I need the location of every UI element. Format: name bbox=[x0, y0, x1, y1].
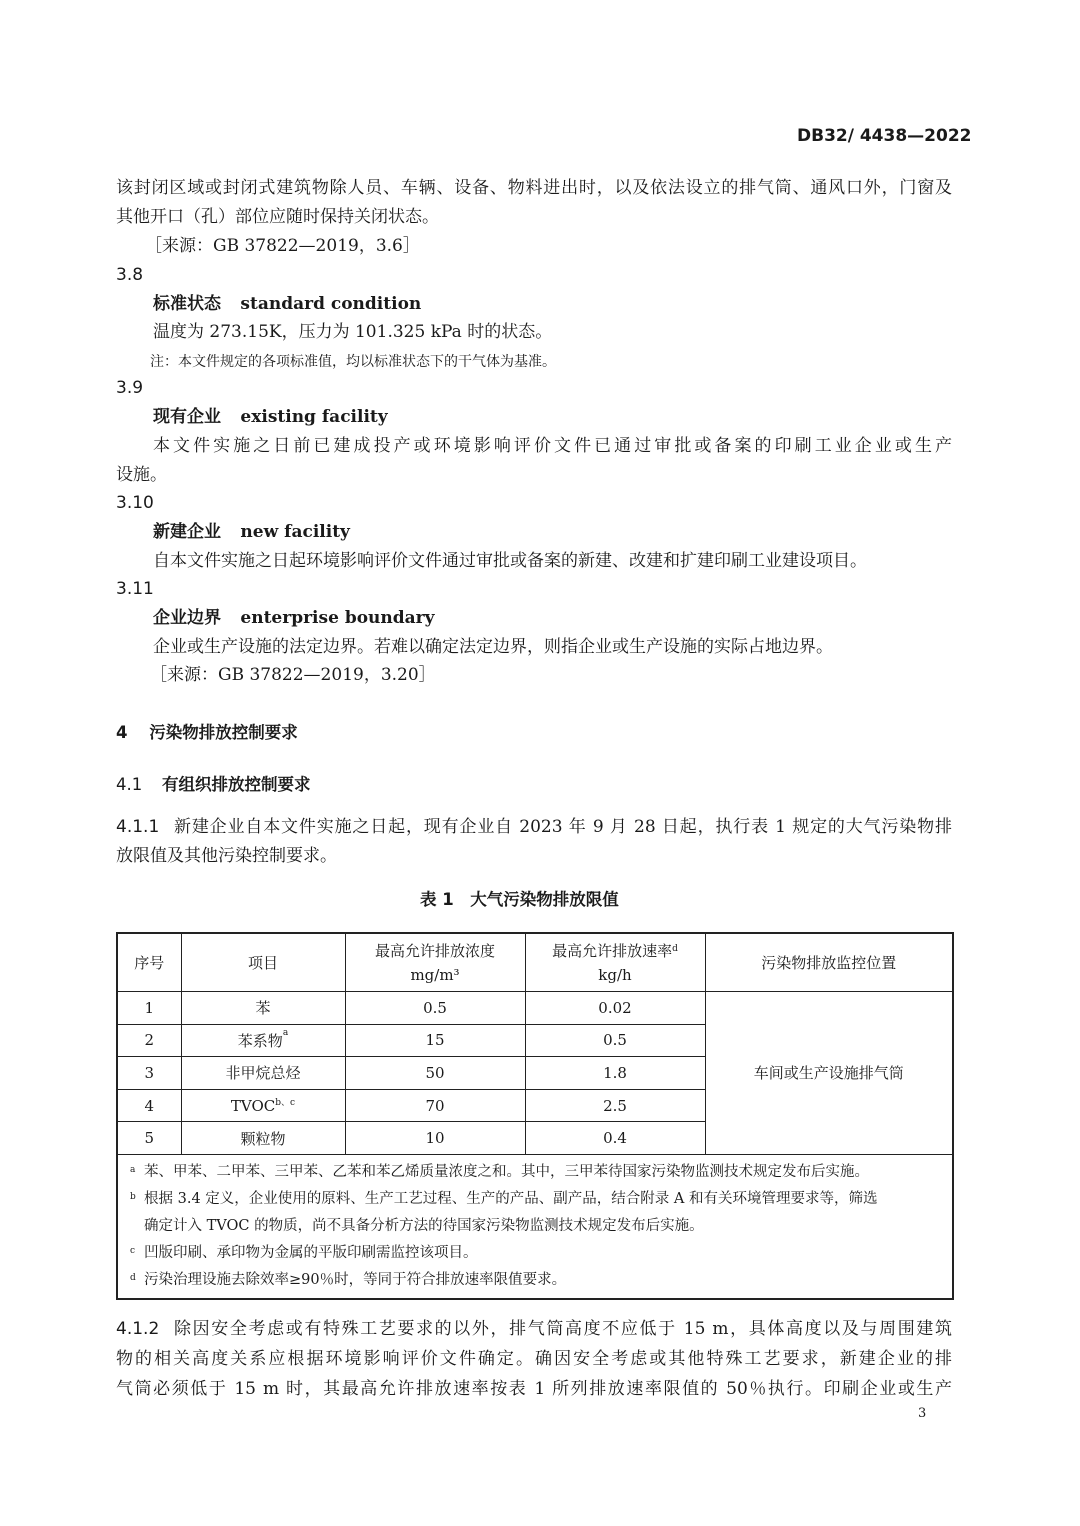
table-caption: 表 1 大气污染物排放限值 bbox=[420, 890, 619, 909]
cell-rate: 1.8 bbox=[525, 1057, 705, 1090]
footnote-text: 确定计入 TVOC 的物质，尚不具备分析方法的待国家污染物监测技术规定发布后实施。 bbox=[144, 1217, 704, 1234]
header-item: 项目 bbox=[181, 933, 345, 992]
footnote-text: 污染治理设施去除效率≥90％时，等同于符合排放速率限值要求。 bbox=[144, 1271, 567, 1288]
section-heading bbox=[116, 719, 298, 743]
footnote-b bbox=[130, 1186, 952, 1213]
term-definition: 自本文件实施之日起环境影响评价文件通过审批或备案的新建、改建和扩建印刷工业建设项目。 bbox=[153, 551, 867, 571]
section-number: 4 bbox=[116, 723, 128, 742]
cell-seq: 4 bbox=[117, 1089, 181, 1122]
term-title bbox=[153, 518, 350, 546]
header-concentration-label: 最高允许排放浓度 bbox=[374, 941, 495, 960]
cell-item: 苯 bbox=[181, 992, 345, 1025]
term-title-cn: 新建企业 bbox=[153, 522, 221, 542]
cell-seq: 1 bbox=[117, 992, 181, 1025]
cell-item bbox=[181, 1024, 345, 1057]
term-definition: 企业或生产设施的法定边界。若难以确定法定边界，则指企业或生产设施的实际占地边界。 bbox=[153, 637, 833, 657]
term-title-en: standard condition bbox=[240, 294, 422, 314]
emission-limits-table bbox=[116, 932, 954, 1300]
term-number: 3.8 bbox=[116, 265, 144, 285]
cell-item bbox=[181, 1089, 345, 1122]
table-row bbox=[117, 992, 953, 1025]
subsection-title: 有组织排放控制要求 bbox=[162, 775, 311, 794]
term-note: 注：本文件规定的各项标准值，均以标准状态下的干气体为基准。 bbox=[150, 354, 556, 370]
term-definition-line-1: 本文件实施之日前已建成投产或环境影响评价文件已通过审批或备案的印刷工业企业或生产 bbox=[153, 436, 952, 456]
footnote-text: 苯、甲苯、二甲苯、三甲苯、乙苯和苯乙烯质量浓度之和。其中，三甲苯待国家污染物监测技术规定发布后实施。 bbox=[144, 1163, 869, 1180]
term-title-cn: 标准状态 bbox=[153, 294, 221, 314]
cell-item-text: 苯系物 bbox=[237, 1031, 283, 1050]
cell-concentration: 70 bbox=[345, 1089, 525, 1122]
term-title-en: new facility bbox=[240, 522, 350, 542]
header-concentration bbox=[345, 933, 525, 992]
term-number: 3.9 bbox=[116, 378, 144, 398]
term-title bbox=[153, 290, 421, 318]
section-title: 污染物排放控制要求 bbox=[149, 723, 298, 742]
cell-seq: 2 bbox=[117, 1024, 181, 1057]
footnote-c bbox=[130, 1240, 952, 1267]
header-rate-label: 最高允许排放速率 bbox=[552, 941, 673, 960]
cell-rate: 0.4 bbox=[525, 1122, 705, 1155]
term-title-cn: 企业边界 bbox=[153, 608, 221, 628]
cell-rate: 0.02 bbox=[525, 992, 705, 1025]
clause-4-1-1-line-2: 放限值及其他污染控制要求。 bbox=[116, 846, 337, 866]
footnote-b-continued bbox=[144, 1213, 952, 1240]
footnote-marker: c bbox=[130, 1245, 136, 1256]
clause-4-1-1-line-1 bbox=[116, 813, 952, 841]
header-concentration-unit: mg/m³ bbox=[410, 965, 460, 984]
header-seq: 序号 bbox=[117, 933, 181, 992]
table-footnotes bbox=[117, 1154, 953, 1299]
term-title-en: enterprise boundary bbox=[240, 608, 435, 628]
clause-text: 除因安全考虑或有特殊工艺要求的以外，排气筒高度不应低于 15 m，具体高度以及与周围建筑 bbox=[174, 1319, 952, 1339]
cell-rate: 2.5 bbox=[525, 1089, 705, 1122]
cell-item: 颗粒物 bbox=[181, 1122, 345, 1155]
clause-text: 新建企业自本文件实施之日起，现有企业自 2023 年 9 月 28 日起，执行表 1 规定的大气污染物排 bbox=[174, 817, 952, 837]
footnote-marker: d bbox=[672, 943, 678, 954]
intro-line-2: 其他开口（孔）部位应随时保持关闭状态。 bbox=[116, 207, 439, 227]
term-definition: 温度为 273.15K，压力为 101.325 kPa 时的状态。 bbox=[153, 322, 553, 342]
header-location: 污染物排放监控位置 bbox=[705, 933, 953, 992]
cell-concentration: 50 bbox=[345, 1057, 525, 1090]
term-title-en: existing facility bbox=[240, 407, 388, 427]
term-number: 3.10 bbox=[116, 493, 154, 513]
term-number: 3.11 bbox=[116, 579, 154, 599]
footnote-text: 凹版印刷、承印物为金属的平版印刷需监控该项目。 bbox=[144, 1244, 478, 1261]
cell-location: 车间或生产设施排气筒 bbox=[705, 992, 953, 1155]
page-number: 3 bbox=[918, 1406, 927, 1421]
clause-number: 4.1.1 bbox=[116, 817, 160, 837]
clause-number: 4.1.2 bbox=[116, 1319, 160, 1339]
cell-concentration: 15 bbox=[345, 1024, 525, 1057]
footnote-marker: a bbox=[130, 1164, 136, 1175]
header-rate-unit: kg/h bbox=[598, 965, 632, 984]
clause-4-1-2-line-2: 物的相关高度关系应根据环境影响评价文件确定。确因安全考虑或其他特殊工艺要求，新建企业的排 bbox=[116, 1349, 952, 1369]
cell-item-text: TVOC bbox=[230, 1096, 276, 1115]
term-definition-line-2: 设施。 bbox=[116, 465, 167, 485]
cell-concentration: 0.5 bbox=[345, 992, 525, 1025]
table-footnotes-row bbox=[117, 1154, 953, 1299]
header-rate bbox=[525, 933, 705, 992]
cell-concentration: 10 bbox=[345, 1122, 525, 1155]
footnote-d bbox=[130, 1267, 952, 1294]
term-title bbox=[153, 403, 388, 431]
term-source: ［来源：GB 37822—2019，3.20］ bbox=[150, 665, 436, 685]
cell-seq: 5 bbox=[117, 1122, 181, 1155]
term-title bbox=[153, 604, 435, 632]
footnote-marker: d bbox=[130, 1272, 136, 1283]
intro-source: ［来源：GB 37822—2019，3.6］ bbox=[145, 236, 420, 256]
cell-item: 非甲烷总烃 bbox=[181, 1057, 345, 1090]
footnote-marker: a bbox=[282, 1027, 289, 1038]
table-header-row bbox=[117, 933, 953, 992]
cell-rate: 0.5 bbox=[525, 1024, 705, 1057]
subsection-heading bbox=[116, 771, 311, 795]
term-title-cn: 现有企业 bbox=[153, 407, 221, 427]
clause-4-1-2-line-3: 气筒必须低于 15 m 时，其最高允许排放速率按表 1 所列排放速率限值的 50％执行。印刷企业或生产 bbox=[116, 1379, 952, 1399]
footnote-marker: b bbox=[130, 1191, 136, 1202]
cell-seq: 3 bbox=[117, 1057, 181, 1090]
footnote-text: 根据 3.4 定义，企业使用的原料、生产工艺过程、生产的产品、副产品，结合附录 A 和有关环境管理要求等，筛选 bbox=[144, 1190, 878, 1207]
subsection-number: 4.1 bbox=[116, 775, 143, 794]
footnote-marker: b、c bbox=[275, 1097, 296, 1108]
document-code: DB32/ 4438—2022 bbox=[797, 126, 972, 146]
intro-line-1: 该封闭区域或封闭式建筑物除人员、车辆、设备、物料进出时，以及依法设立的排气筒、通风口外，门窗及 bbox=[116, 178, 952, 198]
clause-4-1-2-line-1 bbox=[116, 1315, 952, 1343]
footnote-a bbox=[130, 1159, 952, 1186]
